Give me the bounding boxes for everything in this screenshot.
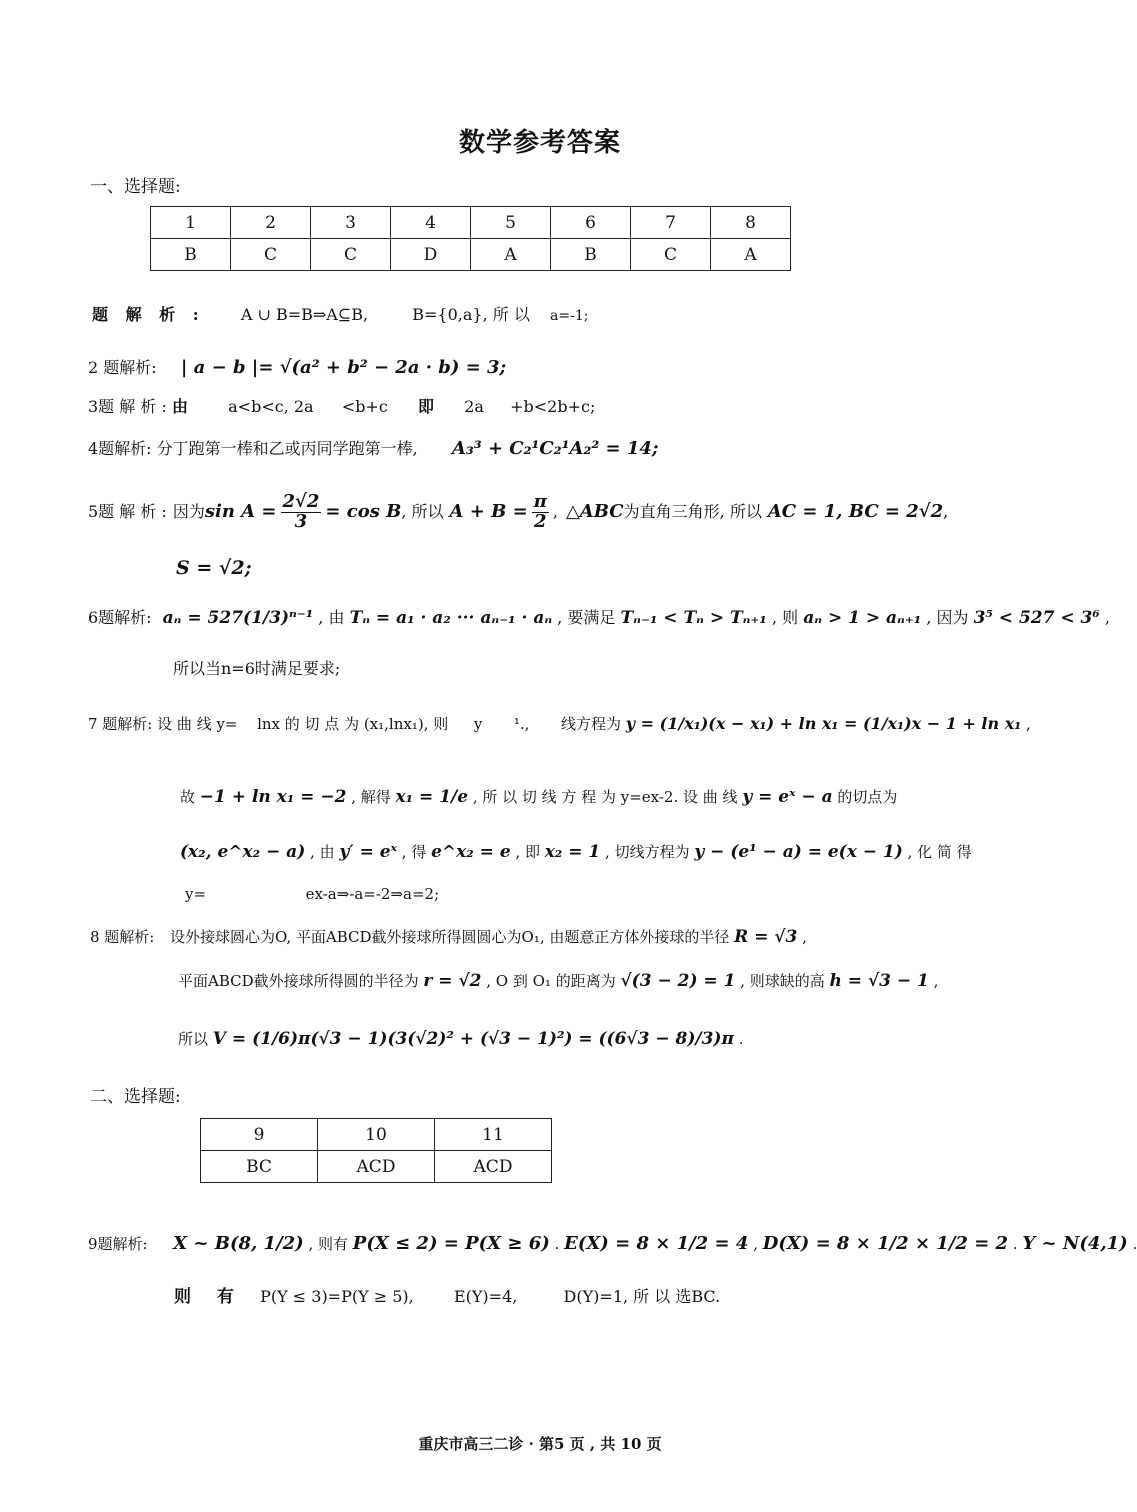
analysis-7 <box>88 712 1031 736</box>
table-cell: A <box>711 239 791 271</box>
table-cell: C <box>231 239 311 271</box>
section1-heading: 一、选择题: <box>90 177 181 197</box>
formula: P(X ≤ 2) = P(X ≥ 6) <box>352 1233 550 1254</box>
analysis-label: 5题 解 析 : <box>88 502 167 521</box>
analysis-text: , 则球缺的高 <box>740 972 825 990</box>
formula: S = √2; <box>176 557 252 579</box>
table-cell: 6 <box>551 207 631 239</box>
analysis-text: P(Y ≤ 3)=P(Y ≥ 5), <box>260 1287 414 1306</box>
formula: Tₙ₋₁ < Tₙ > Tₙ₊₁ <box>620 608 767 628</box>
analysis-4 <box>88 437 659 461</box>
analysis-7-line2 <box>180 785 897 809</box>
analysis-2 <box>88 356 506 380</box>
analysis-text: +b<2b+c; <box>510 397 596 416</box>
analysis-text: , 由 <box>310 843 335 861</box>
analysis-8 <box>90 925 807 949</box>
formula: (x₂, e^x₂ − a) <box>180 842 306 862</box>
table-cell: 9 <box>201 1119 318 1151</box>
analysis-text: , O 到 O₁ 的距离为 <box>486 972 616 990</box>
table-cell: BC <box>201 1151 318 1183</box>
analysis-text: 由 <box>171 397 188 416</box>
analysis-text: ex-a⇒-a=-2⇒a=2; <box>305 885 440 903</box>
table-cell: 1 <box>151 207 231 239</box>
analysis-label: 3题 解 析 : <box>88 397 167 416</box>
formula: Tₙ = a₁ · a₂ ··· aₙ₋₁ · aₙ <box>349 608 553 628</box>
analysis-label: 7 题解析: <box>88 715 153 733</box>
formula: | a − b |= √(a² + b² − 2a · b) = 3; <box>180 357 507 378</box>
analysis-label: 题 解 析 : <box>92 305 205 324</box>
formula: x₁ = 1/e <box>395 787 469 807</box>
fraction: $\frac{2√2}{3}$ <box>282 490 320 532</box>
analysis-text: <b+c <box>341 397 388 416</box>
table-row-numbers <box>201 1119 552 1151</box>
formula: X ~ B(8, 1/2) <box>173 1233 304 1254</box>
analysis-label: 2 题解析: <box>88 358 157 377</box>
analysis-text: 则 有 <box>174 1287 244 1307</box>
table-cell: 7 <box>631 207 711 239</box>
section2-heading: 二、选择题: <box>90 1087 181 1107</box>
analysis-5 <box>88 484 948 540</box>
analysis-text: . <box>738 1030 744 1048</box>
analysis-text: B={0,a}, 所 以 <box>412 305 530 324</box>
formula: sin A = <box>204 501 277 522</box>
formula: aₙ > 1 > aₙ₊₁ <box>803 608 922 628</box>
analysis-text: 所以 <box>178 1030 209 1048</box>
table-cell: 4 <box>391 207 471 239</box>
analysis-8-line2 <box>178 969 938 993</box>
formula: A + B = <box>449 501 528 522</box>
formula: y = eˣ − a <box>742 787 833 807</box>
table-row-answers <box>151 239 791 271</box>
formula: 3⁵ < 527 < 3⁶ <box>973 608 1100 628</box>
analysis-text: y <box>473 715 483 733</box>
analysis-text: 2a <box>464 397 484 416</box>
analysis-text: , 即 <box>515 843 540 861</box>
analysis-text: 线方程为 <box>560 715 621 733</box>
analysis-6-line2: 所以当n=6时满足要求; <box>173 659 341 678</box>
analysis-text: , 得 <box>401 843 427 861</box>
analysis-text: A ∪ B=B⇒A⊆B, <box>240 305 369 324</box>
analysis-text: 分丁跑第一棒和乙或丙同学跑第一棒, <box>156 439 418 458</box>
formula: D(X) = 8 × 1/2 × 1/2 = 2 <box>762 1233 1009 1254</box>
analysis-text: 故 <box>180 788 196 806</box>
formula: V = (1/6)π(√3 − 1)(3(√2)² + (√3 − 1)²) = ((6√3 − 8)/3)π <box>212 1029 734 1049</box>
table-cell: 10 <box>318 1119 435 1151</box>
table-cell: C <box>311 239 391 271</box>
table-cell: B <box>151 239 231 271</box>
analysis-9-line2 <box>174 1285 720 1309</box>
analysis-9 <box>88 1232 1137 1256</box>
analysis-text: , <box>943 502 949 521</box>
formula: A₃³ + C₂¹C₂¹A₂² = 14; <box>451 438 659 459</box>
table-cell: 2 <box>231 207 311 239</box>
table-cell: 8 <box>711 207 791 239</box>
page-title: 数学参考答案 <box>458 128 621 158</box>
page-footer: 重庆市高三二诊 · 第5 页 , 共 10 页 <box>418 1435 662 1453</box>
analysis-7-line4 <box>185 882 439 906</box>
table-row-answers <box>201 1151 552 1183</box>
analysis-text: lnx 的 切 点 为 (x₁,lnx₁), 则 <box>257 715 449 733</box>
formula: AC = 1, BC = 2√2 <box>767 501 944 522</box>
formula: h = √3 − 1 <box>829 971 929 991</box>
formula: Y ~ N(4,1) <box>1022 1233 1128 1254</box>
analysis-text: ¹., <box>513 715 530 733</box>
table-cell: 11 <box>435 1119 552 1151</box>
table-cell: B <box>551 239 631 271</box>
table-cell: ACD <box>435 1151 552 1183</box>
table-cell: ACD <box>318 1151 435 1183</box>
analysis-text: , <box>802 928 807 946</box>
formula: r = √2 <box>423 971 482 991</box>
analysis-text: 设外接球圆心为O, 平面ABCD截外接球所得圆圆心为O₁, 由题意正方体外接球的半径 <box>169 928 730 946</box>
analysis-text: , <box>753 1235 758 1253</box>
table-row-numbers <box>151 207 791 239</box>
analysis-text: , 解得 <box>351 788 391 806</box>
formula: y′ = eˣ <box>339 842 397 862</box>
analysis-text: , <box>1104 608 1110 627</box>
analysis-6 <box>88 606 1110 630</box>
fraction: $\frac{\pi}{2}$ <box>533 490 547 532</box>
analysis-text: 即 <box>417 397 434 416</box>
analysis-label: 8 题解析: <box>90 928 155 946</box>
analysis-text: , 则 <box>771 608 799 627</box>
formula: aₙ = 527(1/3)ⁿ⁻¹ <box>162 608 314 628</box>
table-cell: C <box>631 239 711 271</box>
formula: y − (e¹ − a) = e(x − 1) <box>694 842 903 862</box>
analysis-5-line2 <box>176 556 252 581</box>
table-cell: D <box>391 239 471 271</box>
analysis-text: , <box>933 972 939 990</box>
analysis-8-line3 <box>178 1027 743 1051</box>
analysis-label: 6题解析: <box>88 608 152 627</box>
analysis-text: , 因为 <box>926 608 969 627</box>
formula: △ABC <box>565 501 624 522</box>
analysis-label: 9题解析: <box>88 1235 148 1253</box>
analysis-text: 为直角三角形, 所以 <box>623 502 762 521</box>
analysis-3 <box>88 395 595 419</box>
answer-table-1 <box>150 206 791 271</box>
analysis-text: , <box>1026 715 1031 733</box>
table-cell: A <box>471 239 551 271</box>
analysis-text: y= <box>185 885 207 903</box>
analysis-text: . <box>1012 1235 1018 1253</box>
analysis-text: a=-1; <box>550 308 589 324</box>
analysis-text: . <box>554 1235 560 1253</box>
analysis-text: , 则有 <box>308 1235 349 1253</box>
analysis-7-line3 <box>180 840 972 864</box>
analysis-text: , <box>552 502 558 521</box>
analysis-text: D(Y)=1, 所 以 选BC. <box>563 1287 721 1306</box>
formula: R = √3 <box>734 927 798 947</box>
table-cell: 3 <box>311 207 391 239</box>
formula: = cos B <box>325 501 402 522</box>
analysis-text: , 由 <box>318 608 345 627</box>
formula: −1 + ln x₁ = −2 <box>199 787 347 807</box>
analysis-text: , 所以 <box>401 502 444 521</box>
table-cell: 5 <box>471 207 551 239</box>
analysis-text: , 切线方程为 <box>605 843 690 861</box>
analysis-text: E(Y)=4, <box>453 1287 518 1306</box>
analysis-text: . <box>1132 1235 1137 1253</box>
formula: E(X) = 8 × 1/2 = 4 <box>564 1233 749 1254</box>
formula: √(3 − 2) = 1 <box>620 971 736 991</box>
analysis-text: 的切点为 <box>837 788 898 806</box>
analysis-text: 因为 <box>172 502 205 521</box>
formula: x₂ = 1 <box>544 842 601 862</box>
answer-table-2 <box>200 1118 552 1183</box>
analysis-1 <box>92 303 588 328</box>
analysis-text: , 所 以 切 线 方 程 为 y=ex-2. 设 曲 线 <box>472 788 738 806</box>
formula: y = (1/x₁)(x − x₁) + ln x₁ = (1/x₁)x − 1 + ln x₁ <box>625 714 1022 733</box>
analysis-text: , 要满足 <box>557 608 616 627</box>
analysis-text: a<b<c, 2a <box>228 397 314 416</box>
analysis-text: 设 曲 线 y= <box>157 715 238 733</box>
analysis-text: , 化 简 得 <box>907 843 972 861</box>
formula: e^x₂ = e <box>431 842 511 862</box>
analysis-label: 4题解析: <box>88 439 152 458</box>
analysis-text: 平面ABCD截外接球所得圆的半径为 <box>178 972 419 990</box>
